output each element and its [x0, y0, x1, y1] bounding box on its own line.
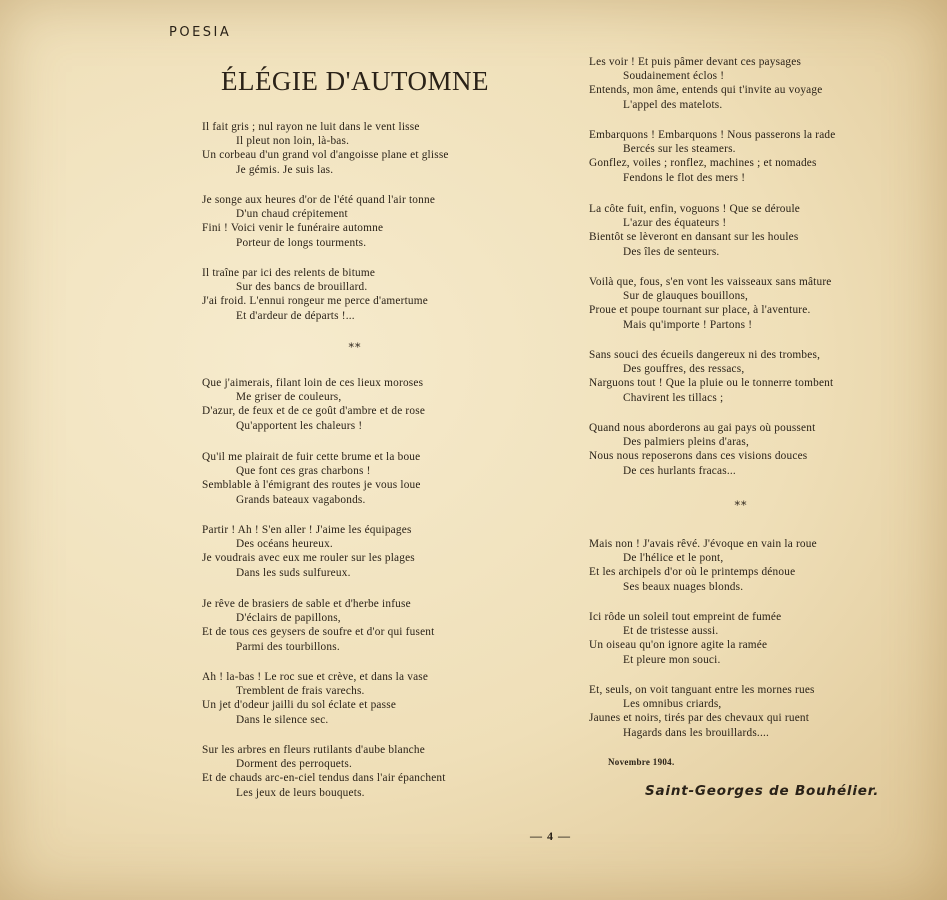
verse-line: Jaunes et noirs, tirés par des chevaux qui ruent	[589, 712, 810, 725]
verse-line: Fini ! Voici venir le funéraire automne	[202, 222, 384, 235]
section-label: POESIA	[169, 25, 232, 40]
verse-line: D'un chaud crépitement	[236, 208, 348, 221]
verse-line: Je gémis. Je suis las.	[236, 163, 334, 176]
verse-line: Semblable à l'émigrant des routes je vous loue	[202, 479, 421, 492]
verse-line: Les omnibus criards,	[623, 698, 722, 711]
asterism-right: **	[734, 499, 748, 512]
verse-line: Fendons le flot des mers !	[623, 171, 746, 184]
verse-line: Et, seuls, on voit tanguant entre les mornes rues	[589, 684, 815, 696]
verse-line: Sur les arbres en fleurs rutilants d'aube blanche	[202, 744, 425, 756]
left-stanza-7	[202, 597, 434, 654]
verse-line: Mais non ! J'avais rêvé. J'évoque en vain la roue	[589, 538, 817, 550]
verse-line: Sur des bancs de brouillard.	[236, 281, 368, 294]
verse-line: Des palmiers pleins d'aras,	[623, 436, 750, 449]
verse-line: Je voudrais avec eux me rouler sur les plages	[202, 552, 415, 565]
verse-line: Bientôt se lèveront en dansant sur les houles	[589, 231, 799, 244]
verse-line: Embarquons ! Embarquons ! Nous passerons la rade	[589, 129, 836, 141]
verse-line: Voilà que, fous, s'en vont les vaisseaux sans mâture	[589, 276, 832, 288]
verse-line: Hagards dans les brouillards....	[623, 726, 770, 739]
verse-line: Soudainement éclos !	[623, 70, 725, 83]
verse-line: La côte fuit, enfin, voguons ! Que se déroule	[589, 203, 801, 215]
verse-line: Mais qu'importe ! Partons !	[623, 318, 753, 331]
verse-line: Les voir ! Et puis pâmer devant ces paysages	[589, 56, 802, 68]
verse-line: Qu'il me plairait de fuir cette brume et la boue	[202, 451, 421, 463]
right-stanza-4	[589, 275, 832, 332]
left-stanza-3	[202, 266, 428, 323]
verse-line: Les jeux de leurs bouquets.	[236, 786, 365, 799]
verse-line: Et de tristesse aussi.	[623, 625, 719, 638]
verse-line: Je songe aux heures d'or de l'été quand l'air tonne	[202, 194, 436, 206]
verse-line: Et de chauds arc-en-ciel tendus dans l'air épanchent	[202, 772, 446, 785]
page-number: — 4 —	[530, 829, 571, 843]
left-stanza-8	[202, 670, 428, 727]
verse-line: Des océans heureux.	[236, 538, 333, 551]
right-stanza-9	[589, 683, 815, 740]
left-stanza-2	[202, 193, 435, 250]
right-stanza-7	[589, 537, 817, 594]
verse-line: Narguons tout ! Que la pluie ou le tonnerre tombent	[589, 377, 834, 390]
right-stanza-1	[589, 55, 822, 112]
verse-line: Et les archipels d'or où le printemps dénoue	[589, 566, 796, 579]
verse-line: De ces hurlants fracas...	[623, 464, 736, 477]
right-stanza-8	[589, 610, 781, 667]
verse-line: Et de tous ces geysers de soufre et d'or qui fusent	[202, 626, 435, 639]
verse-line: L'appel des matelots.	[623, 98, 723, 111]
poem-title: ÉLÉGIE D'AUTOMNE	[220, 66, 490, 96]
left-stanza-5	[202, 450, 421, 507]
verse-line: Ici rôde un soleil tout empreint de fumée	[589, 611, 782, 623]
verse-line: D'éclairs de papillons,	[236, 612, 341, 625]
verse-line: Dorment des perroquets.	[236, 758, 352, 771]
verse-line: Me griser de couleurs,	[236, 391, 342, 404]
verse-line: Que font ces gras charbons !	[236, 465, 371, 478]
verse-line: Tremblent de frais varechs.	[236, 685, 365, 698]
left-stanza-1	[202, 120, 449, 177]
verse-line: Proue et poupe tournant sur place, à l'aventure.	[589, 304, 811, 317]
verse-line: Que j'aimerais, filant loin de ces lieux moroses	[202, 377, 424, 389]
verse-line: Chavirent les tillacs ;	[623, 391, 724, 404]
verse-line: Un oiseau qu'on ignore agite la ramée	[589, 639, 768, 652]
verse-line: Ses beaux nuages blonds.	[623, 580, 744, 593]
verse-line: L'azur des équateurs !	[623, 217, 727, 230]
right-stanza-2	[589, 128, 835, 185]
verse-line: Grands bateaux vagabonds.	[236, 493, 366, 506]
left-stanza-6	[202, 523, 415, 580]
verse-line: Il traîne par ici des relents de bitume	[202, 267, 376, 279]
verse-line: Un jet d'odeur jailli du sol éclate et passe	[202, 699, 397, 712]
date-line: Novembre 1904.	[608, 757, 675, 767]
left-stanza-4	[202, 376, 425, 433]
right-stanza-6	[589, 421, 815, 478]
verse-line: Parmi des tourbillons.	[236, 640, 340, 653]
verse-line: D'azur, de feux et de ce goût d'ambre et de rose	[202, 405, 426, 418]
verse-line: Dans les suds sulfureux.	[236, 566, 351, 579]
verse-line: De l'hélice et le pont,	[623, 552, 724, 565]
verse-line: Bercés sur les steamers.	[623, 143, 736, 156]
verse-line: Partir ! Ah ! S'en aller ! J'aime les équipages	[202, 524, 412, 536]
verse-line: Entends, mon âme, entends qui t'invite au voyage	[589, 84, 823, 97]
left-stanza-9	[202, 743, 446, 800]
verse-line: Gonflez, voiles ; ronflez, machines ; et nomades	[589, 157, 817, 170]
verse-line: Et d'ardeur de départs !...	[236, 309, 355, 322]
asterism-left: **	[348, 341, 362, 354]
author-signature: Saint-Georges de Bouhélier.	[645, 783, 880, 799]
verse-line: Il pleut non loin, là-bas.	[236, 135, 350, 148]
verse-line: Porteur de longs tourments.	[236, 236, 367, 249]
right-stanza-3	[589, 202, 800, 259]
verse-line: J'ai froid. L'ennui rongeur me perce d'amertume	[202, 295, 428, 308]
verse-line: Des gouffres, des ressacs,	[623, 363, 745, 376]
verse-line: Des îles de senteurs.	[623, 245, 720, 258]
verse-line: Il fait gris ; nul rayon ne luit dans le vent lisse	[202, 121, 420, 133]
verse-line: Et pleure mon souci.	[623, 653, 721, 666]
verse-line: Sans souci des écueils dangereux ni des trombes,	[589, 349, 821, 361]
right-stanza-5	[589, 348, 833, 405]
verse-line: Qu'apportent les chaleurs !	[236, 419, 363, 432]
verse-line: Nous nous reposerons dans ces visions douces	[589, 450, 808, 463]
verse-line: Un corbeau d'un grand vol d'angoisse plane et glisse	[202, 149, 449, 162]
verse-line: Ah ! la-bas ! Le roc sue et crève, et dans la vase	[202, 671, 429, 683]
verse-line: Je rêve de brasiers de sable et d'herbe infuse	[202, 598, 411, 610]
verse-line: Dans le silence sec.	[236, 713, 329, 726]
verse-line: Quand nous aborderons au gai pays où poussent	[589, 422, 816, 434]
verse-line: Sur de glauques bouillons,	[623, 290, 749, 303]
